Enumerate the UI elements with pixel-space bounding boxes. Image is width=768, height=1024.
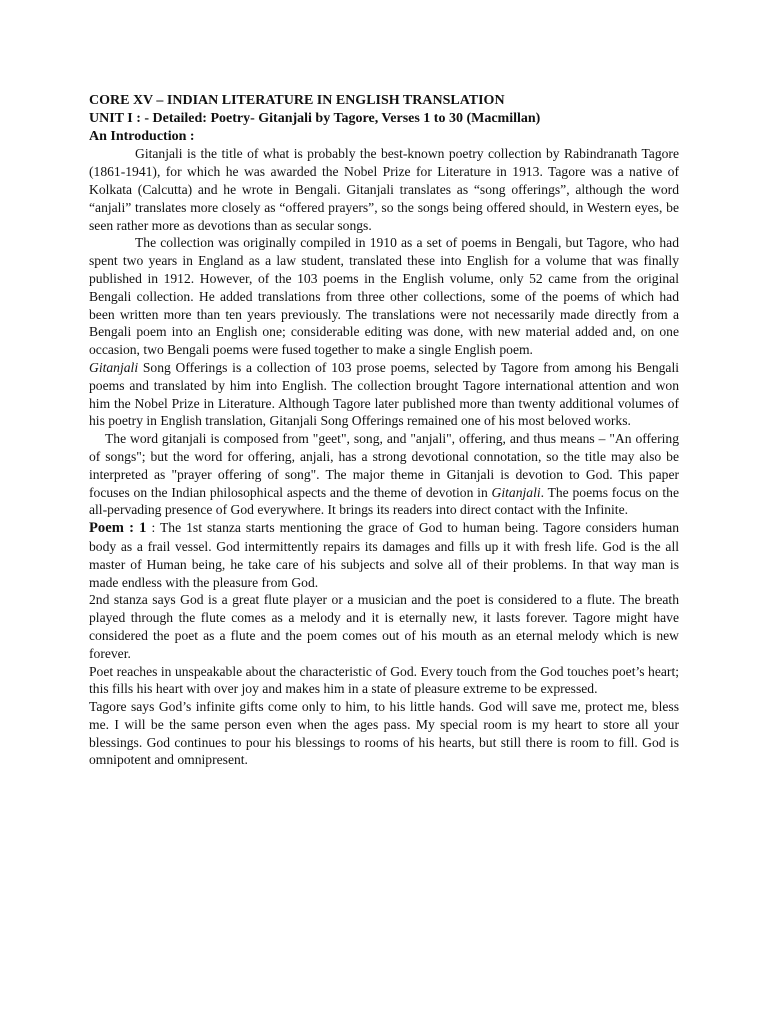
- document-page: [89, 92, 679, 769]
- course-title: CORE XV – INDIAN LITERATURE IN ENGLISH TRANSLATION: [89, 93, 505, 108]
- paragraph-text: The word gitanjali is composed from "geet", song, and "anjali", offering, and thus means – "An offering of songs"; but the word for offering, anjali, has a strong devotional connotation, so the title may also be interpreted as "prayer offering of song". The major theme in Gitanjali is devotion to God. This paper focuses on the Indian philosophical aspects and the theme of devotion in: [89, 431, 679, 500]
- paragraph-stanza-2: 2nd stanza says God is a great flute player or a musician and the poet is considered to a flute. The breath played through the flute comes as a melody and it is eternally new, it lasts forever. Tagore might have considered the poet as a flute and the poem comes out of his mouth as an eternal melody which is new forever.: [89, 592, 679, 661]
- intro-heading: An Introduction :: [89, 128, 195, 144]
- paragraph-gifts: Tagore says God’s infinite gifts come only to him, to his little hands. God will save me, protect me, bless me. I will be the same person even when the ages pass. My special room is my heart to store all your blessings. God continues to pour his blessings to rooms of his hearts, but still there is room to fill. God is omnipotent and omnipresent.: [89, 699, 679, 768]
- poem-label: Poem : 1: [89, 520, 147, 537]
- paragraph-poem-1: [89, 519, 679, 591]
- unit-title: UNIT I : - Detailed: Poetry- Gitanjali by Tagore, Verses 1 to 30 (Macmillan): [89, 110, 541, 126]
- paragraph-song-offerings: [89, 359, 679, 430]
- paragraph-characteristic: Poet reaches in unspeakable about the characteristic of God. Every touch from the God touches poet’s heart; this fills his heart with over joy and makes him in a state of pleasure extreme to be expressed.: [89, 663, 679, 697]
- paragraph-collection: The collection was originally compiled in 1910 as a set of poems in Bengali, but Tagore, who had spent two years in England as a law student, translated these into English for a volume that was finally published in 1912. However, of the 103 poems in the English volume, only 52 came from the original Bengali collection. He added translations from three other collections, some of the poems of which had been written more than ten years previously. The translations were not necessarily made directly from a Bengali poem into an English one; considerable editing was done, with new material added and, on one occasion, two Bengali poems were fused together to make a single English poem.: [89, 235, 679, 358]
- paragraph-intro: Gitanjali is the title of what is probably the best-known poetry collection by Rabindranath Tagore (1861-1941), for which he was awarded the Nobel Prize for Literature in 1913. Tagore was a native of Kolkata (Calcutta) and he wrote in Bengali. Gitanjali translates as “song offerings”, although the word “anjali” translates more closely as “offered prayers”, so the songs being offered should, in Western eyes, be seen rather more as devotions than as secular songs.: [89, 146, 679, 233]
- paragraph-text: . The poems focus on the all-pervading presence of God everywhere. It brings its readers into direct contact with the Infinite.: [89, 484, 679, 518]
- title-italic: Gitanjali: [89, 359, 139, 375]
- paragraph-text: Song Offerings is a collection of 103 prose poems, selected by Tagore from among his Bengali poems and translated by him into English. The collection brought Tagore international attention and won him the Nobel Prize in Literature. Although Tagore later published more than twenty additional volumes of his poetry in English translation, Gitanjali Song Offerings remained one of his most beloved works.: [89, 359, 679, 429]
- paragraph-word-meaning: [89, 430, 679, 519]
- title-italic: Gitanjali: [491, 484, 541, 500]
- paragraph-text: : The 1st stanza starts mentioning the grace of God to human being. Tagore considers human body as a frail vessel. God intermittently repairs its damages and fills up it with fresh life. God is the all master of Human being, he take care of his subjects and solve all of their problems. In that way man is made endless with the pleasure from God.: [89, 520, 679, 590]
